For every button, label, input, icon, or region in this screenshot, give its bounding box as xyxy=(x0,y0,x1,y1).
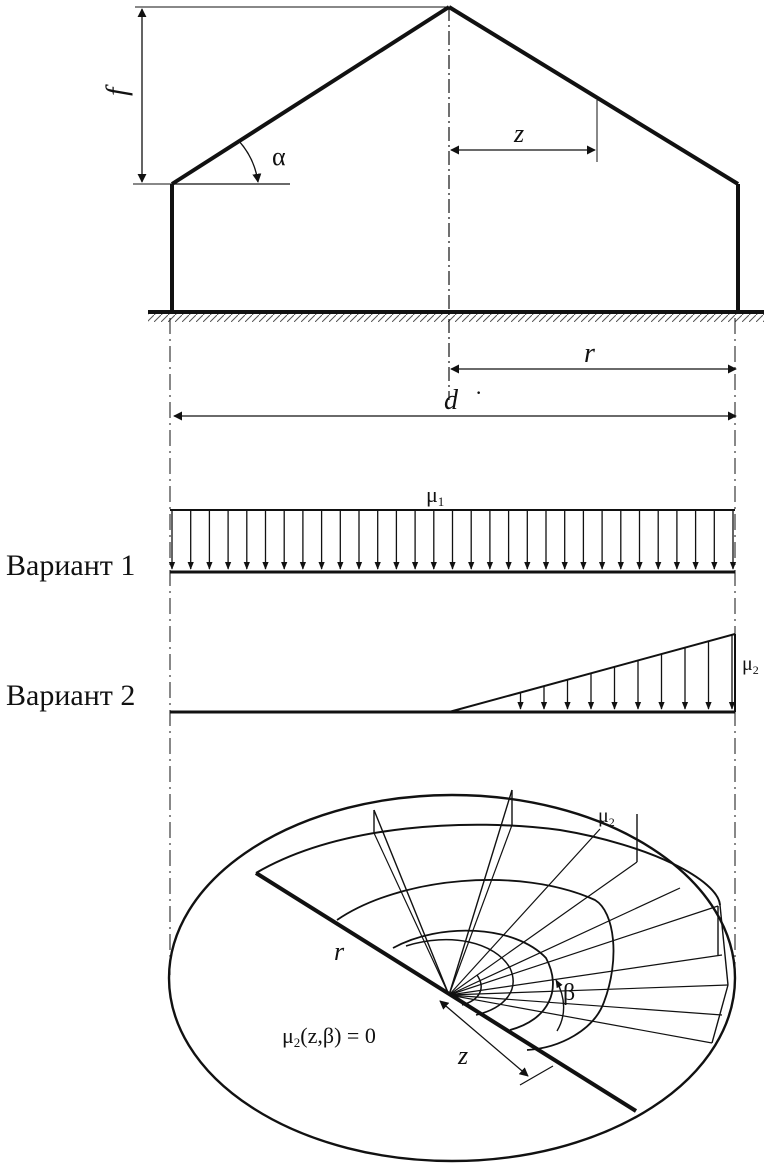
profile-ridge xyxy=(720,905,728,985)
mu1-symbol: μ xyxy=(426,482,438,507)
profile-top-2 xyxy=(449,790,512,995)
arc-1 xyxy=(337,880,614,1050)
ground-hatching xyxy=(148,314,764,322)
plan-view xyxy=(169,790,735,1161)
load-surface-outer-edge xyxy=(256,825,720,905)
r-label-top: r xyxy=(584,338,595,369)
formula-label xyxy=(282,1023,376,1050)
mu2-side-symbol: μ xyxy=(742,653,753,675)
mu2-plan-symbol: μ xyxy=(598,805,609,827)
roof-left-slope xyxy=(172,7,449,184)
mu2-plan-label xyxy=(598,805,615,829)
r-label-plan: r xyxy=(334,937,345,966)
arc-2 xyxy=(393,931,553,1030)
mu2-side-subscript: 2 xyxy=(752,663,759,677)
radial-line xyxy=(449,862,637,995)
variant2-label: Вариант 2 xyxy=(6,679,136,712)
d-dot: · xyxy=(475,380,483,405)
variant2-slope-line xyxy=(449,634,735,712)
roof-right-slope xyxy=(449,7,738,184)
f-label: f xyxy=(100,87,133,96)
alpha-arc xyxy=(238,140,258,182)
outer-ellipse xyxy=(169,795,735,1161)
radial-line xyxy=(449,825,512,995)
mu1-subscript: 1 xyxy=(437,494,445,509)
radial-line xyxy=(449,985,728,995)
radial-lines xyxy=(374,825,728,1043)
variant2-load-arrows xyxy=(521,635,733,709)
z-extension-plan xyxy=(520,1066,553,1085)
silo-elevation xyxy=(133,7,764,416)
mu2-side-label xyxy=(742,653,759,677)
variant1-label: Вариант 1 xyxy=(6,549,136,582)
alpha-label: α xyxy=(272,142,286,171)
formula-args: (z,β) = 0 xyxy=(300,1023,376,1048)
variant1-load xyxy=(170,510,735,572)
profile-top-1 xyxy=(374,810,449,995)
diameter-line xyxy=(256,873,636,1111)
beta-label: β xyxy=(563,980,576,1006)
z-label-plan: z xyxy=(458,1041,469,1070)
radial-line xyxy=(449,888,680,995)
mu1-label xyxy=(426,482,444,509)
mu2-plan-subscript: 2 xyxy=(608,815,615,829)
radial-line xyxy=(449,955,722,995)
formula-mu: μ xyxy=(282,1023,294,1048)
variant1-load-arrows xyxy=(172,511,733,569)
formula-subscript: 2 xyxy=(293,1035,301,1050)
radial-line xyxy=(449,995,722,1015)
d-label: d xyxy=(444,385,458,416)
z-label-top: z xyxy=(514,119,525,148)
variant2-load xyxy=(170,634,735,712)
